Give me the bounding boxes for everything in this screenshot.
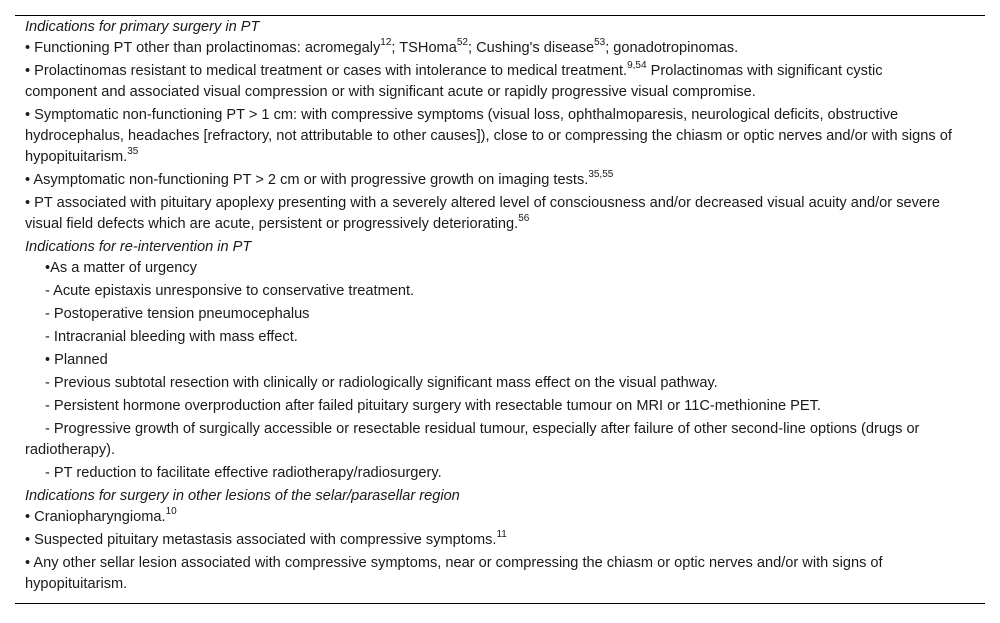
urgency-item-2: - Postoperative tension pneumocephalus: [45, 306, 310, 322]
urgency-item-3: - Intracranial bleeding with mass effect.: [45, 329, 298, 345]
other-item-1: • Craniopharyngioma.$^{10}$: [25, 506, 177, 525]
primary-item-3: • Symptomatic non-functioning PT > 1 cm: with compressive symptoms (visual loss, ophthalmoparesis, neurological deficits, obstructive hydrocephalus, headaches [refractory, not attributable to other causes]), close to or compressing the chiasm or optic nerves and/or with signs of hypopituitarism.$^{35}$: [25, 107, 952, 165]
urgency-item-1: - Acute epistaxis unresponsive to conservative treatment.: [45, 283, 415, 299]
section-heading-other: Indications for surgery in other lesions of the selar/parasellar region: [25, 488, 460, 504]
primary-item-2: • Prolactinomas resistant to medical treatment or cases with intolerance to medical treatment.$^{9,54}$ Prolactinomas with significant cystic component and associated visual compression or with significant acute or rapidly progressive visual compromise.: [25, 60, 883, 100]
indications-table: [15, 15, 985, 604]
primary-item-4: • Asymptomatic non-functioning PT > 2 cm or with progressive growth on imaging tests.$^{35,55}$: [25, 169, 614, 188]
planned-item-3: - Progressive growth of surgically accessible or resectable residual tumour, especially after failure of other second-line options (drugs or radiotherapy).: [25, 421, 920, 458]
planned-item-1: - Previous subtotal resection with clinically or radiologically significant mass effect on the visual pathway.: [45, 375, 718, 391]
planned-item-4: - PT reduction to facilitate effective radiotherapy/radiosurgery.: [45, 465, 442, 481]
planned-item-2: - Persistent hormone overproduction after failed pituitary surgery with resectable tumour on MRI or 11C-methionine PET.: [45, 398, 821, 414]
primary-item-1: • Functioning PT other than prolactinomas: acromegaly$^{12}$; TSHoma$^{52}$; Cushing's disease$^{53}$; gonadotropinomas.: [25, 37, 739, 56]
other-item-2: • Suspected pituitary metastasis associated with compressive symptoms.$^{11}$: [25, 529, 507, 548]
section-heading-reintervention: Indications for re-intervention in PT: [25, 239, 252, 255]
primary-item-5: • PT associated with pituitary apoplexy presenting with a severely altered level of consciousness and/or decreased visual acuity and/or severe visual field defects which are acute, persistent or progressively deteriorating.$^{56}$: [25, 195, 941, 232]
other-item-3: • Any other sellar lesion associated with compressive symptoms, near or compressing the chiasm or optic nerves and/or with signs of hypopituitarism.: [25, 555, 883, 592]
section-heading-primary: Indications for primary surgery in PT: [25, 19, 260, 35]
urgency-label: •As a matter of urgency: [45, 260, 197, 276]
planned-label: • Planned: [45, 352, 108, 368]
